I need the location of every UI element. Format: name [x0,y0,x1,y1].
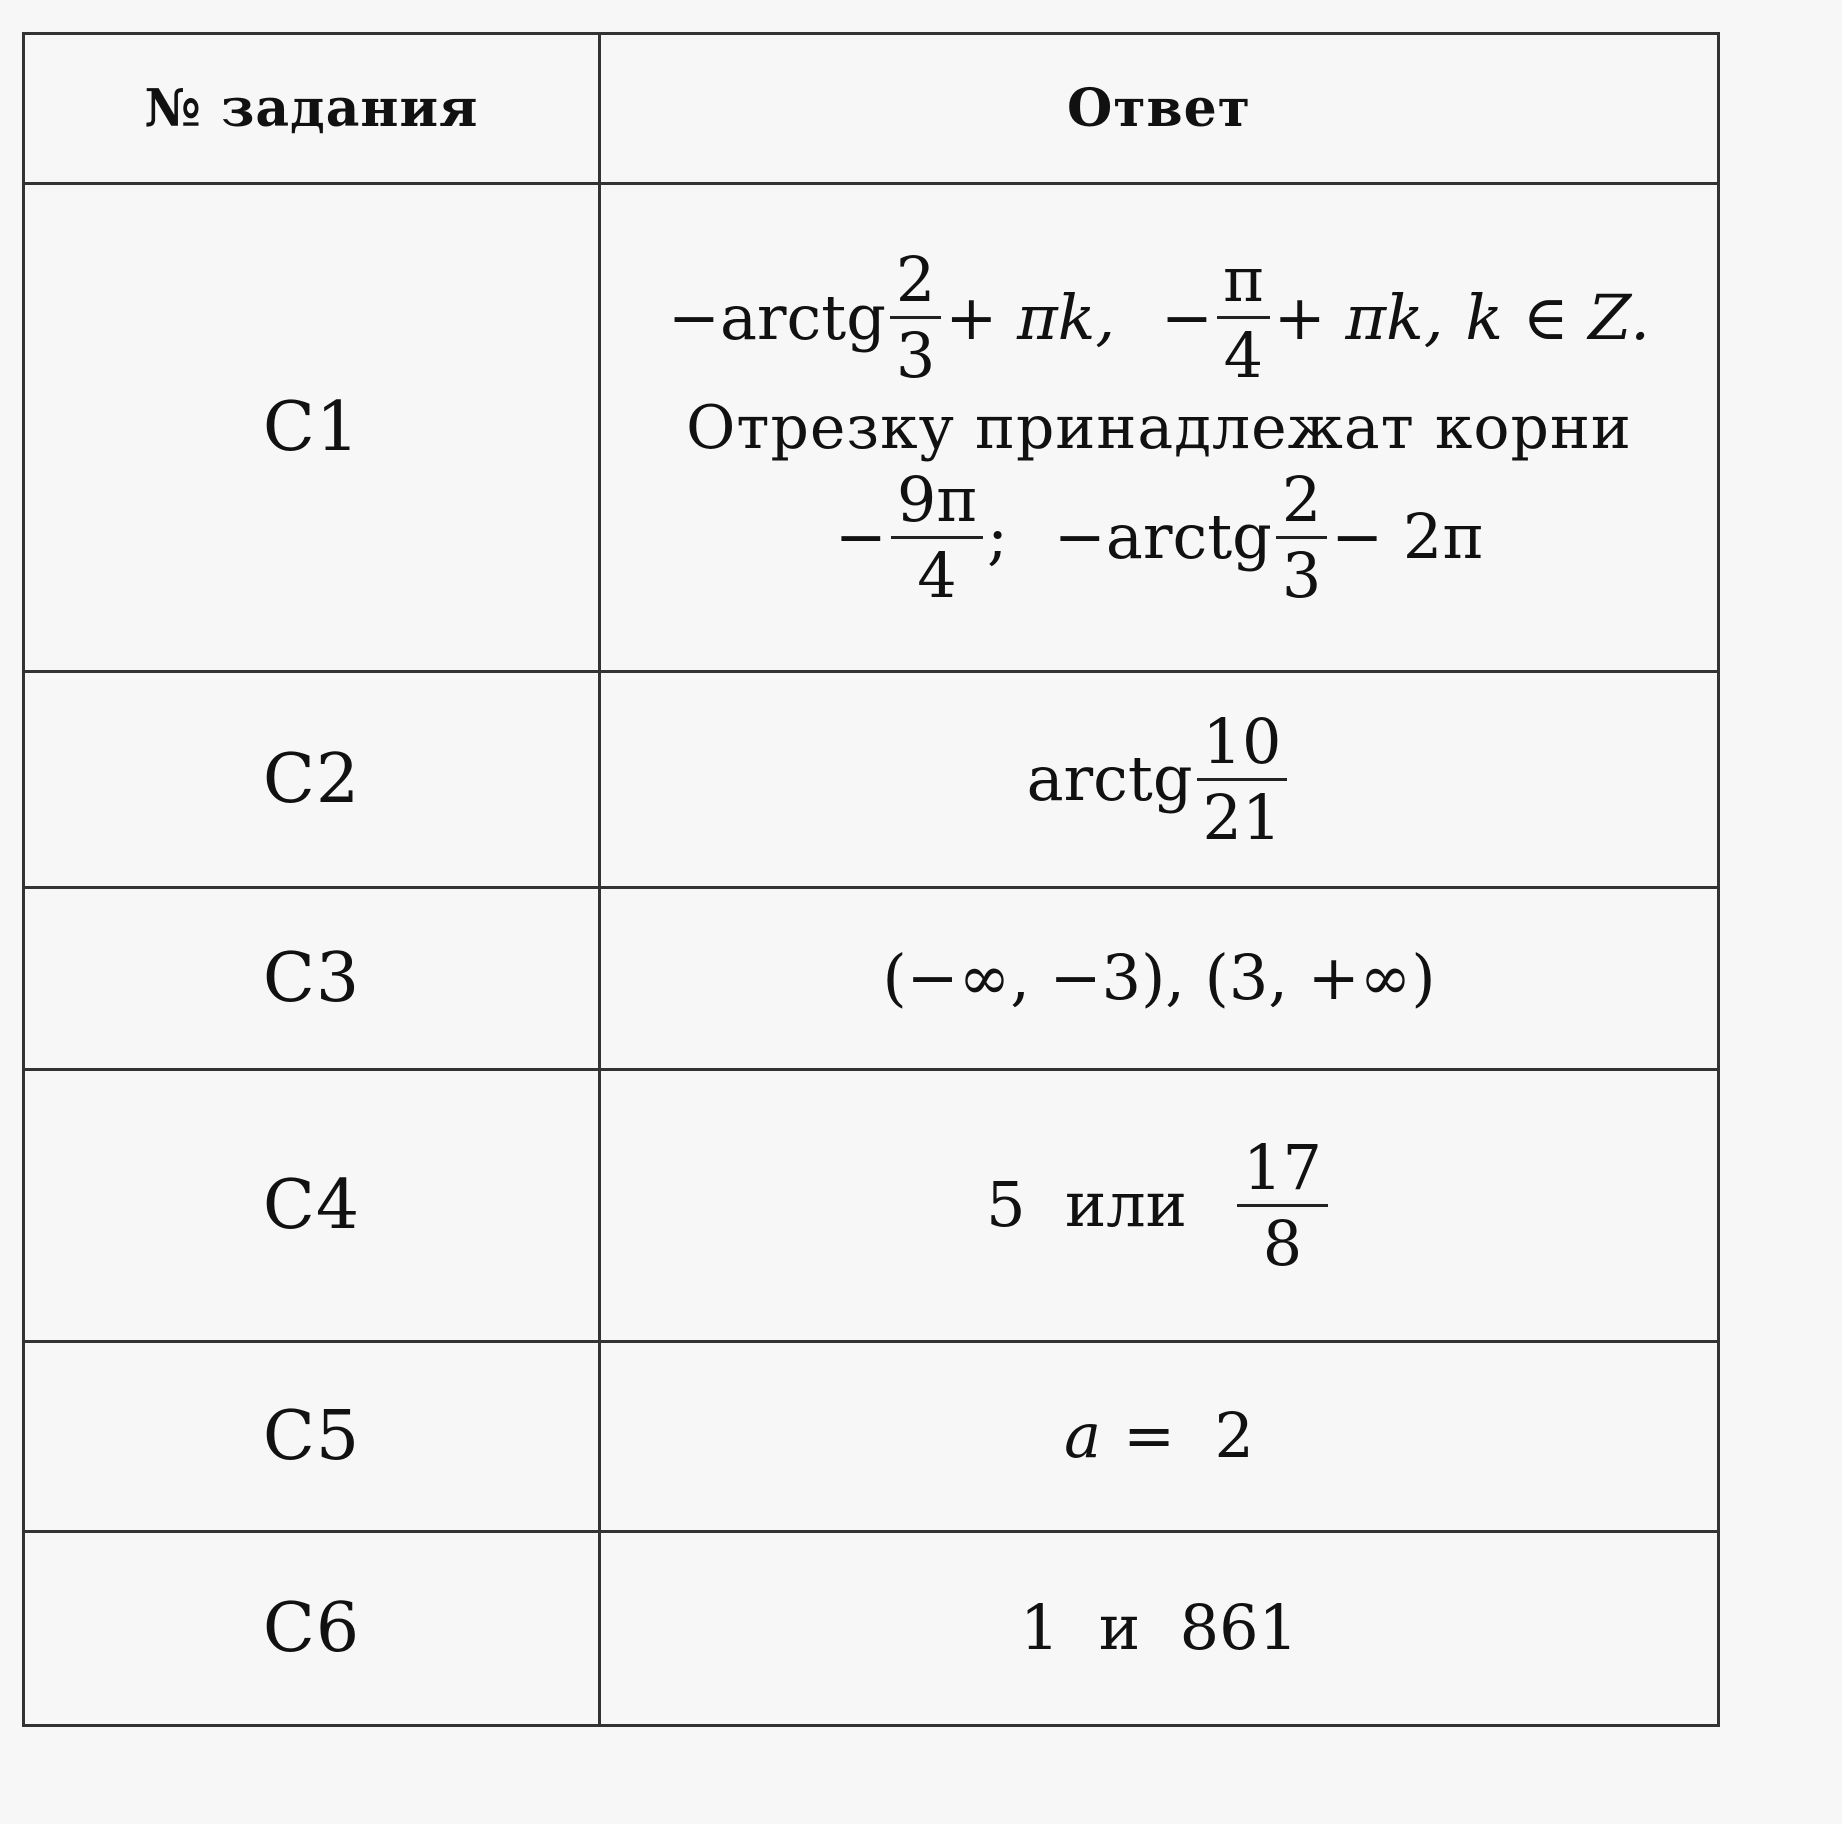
answer-c4 [600,1070,1719,1342]
c1-neg-arctg: −arctg [668,280,886,354]
c4-fraction [1237,1130,1328,1280]
task-id-c5: C5 [24,1342,600,1532]
c1-roots-values [834,462,1484,612]
answer-c6 [600,1532,1719,1726]
task-id-c2: C2 [24,672,600,888]
c1-roots-neg-arctg: −arctg [1053,500,1272,573]
c2-fraction [1197,704,1288,854]
task-id-c3: C3 [24,888,600,1070]
c3-intervals: (−∞, −3), (3, +∞) [882,941,1436,1015]
c1-frac4-denominator: 3 [1281,538,1322,612]
c2-numerator: 10 [1197,709,1288,781]
c1-frac2-numerator: π [1217,247,1270,319]
c4-numerator: 17 [1237,1135,1328,1207]
c5-equals-value: = 2 [1123,1399,1254,1473]
c1-frac3-denominator: 4 [917,538,957,612]
task-number-header: № задания [24,34,600,184]
table-row-c2 [24,672,1719,888]
header-row [24,34,1719,184]
c1-fraction-two-thirds [890,243,941,393]
task-id-c6: C6 [24,1532,600,1726]
table-row-c6 [24,1532,1719,1726]
c4-denominator: 8 [1262,1207,1303,1280]
c1-plus-pik-1: + πk, [945,280,1116,354]
c6-values: 1 и 861 [1020,1591,1298,1665]
c1-semicolon: ; [987,500,1008,573]
table-row-c3 [24,888,1719,1070]
c2-arctg: arctg [1026,742,1193,816]
c2-denominator: 21 [1202,781,1282,854]
c1-frac4-numerator: 2 [1276,467,1327,539]
c1-minus-two-pi: − 2π [1331,500,1484,573]
task-id-c4: C4 [24,1070,600,1342]
answers-table [22,32,1720,1727]
table-row-c1 [24,184,1719,672]
c1-roots-caption: Отрезку принадлежат корни [686,392,1632,463]
c4-lead: 5 или [986,1168,1187,1242]
answer-c1 [600,184,1719,672]
table-row-c4 [24,1070,1719,1342]
answer-c5 [600,1342,1719,1532]
answer-header: Ответ [600,34,1719,184]
c1-roots-minus: − [834,500,887,573]
c5-variable: a [1064,1399,1102,1473]
task-id-c1: C1 [24,184,600,672]
c1-frac1-numerator: 2 [890,247,941,319]
c1-general-solution [668,243,1650,393]
c1-minus: − [1161,280,1213,354]
answer-c3 [600,888,1719,1070]
answer-sheet [22,32,1717,1724]
c1-plus-pik-2: + πk, [1273,280,1444,354]
answer-c2 [600,672,1719,888]
c1-fraction-pi-quarter [1217,243,1270,393]
c1-k-in-z: k ∈ Z. [1465,280,1650,354]
table-row-c5 [24,1342,1719,1532]
c1-frac3-numerator: 9π [891,467,983,539]
c1-frac1-denominator: 3 [895,319,936,393]
c1-frac2-denominator: 4 [1223,319,1264,393]
c1-fraction-two-thirds-2 [1276,462,1327,612]
c1-fraction-nine-pi-quarter [891,462,983,612]
